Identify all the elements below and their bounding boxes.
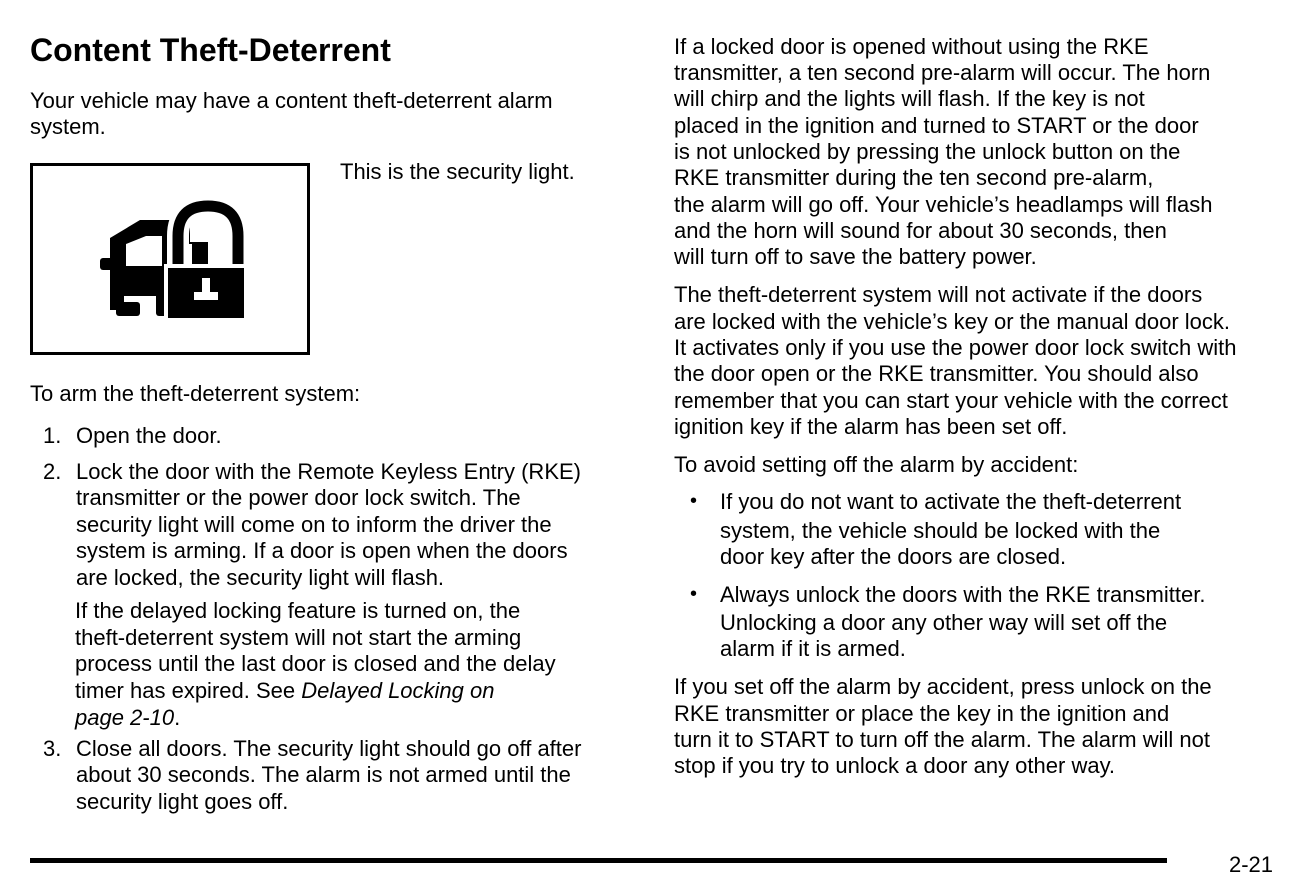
bullet-line: alarm if it is armed. <box>720 636 906 661</box>
bullet-line: If you do not want to activate the theft-deterrent <box>720 489 1182 514</box>
step-2-line: system is arming. If a door is open when the doors <box>76 538 568 563</box>
step-3-line: about 30 seconds. The alarm is not armed until the <box>76 762 571 787</box>
paragraph-line: The theft-deterrent system will not activate if the doors <box>674 282 1203 307</box>
step-2-note-line: process until the last door is closed and the delay <box>75 651 556 676</box>
avoid-heading: To avoid setting off the alarm by accident: <box>674 452 1079 477</box>
bullet-icon: • <box>690 583 698 605</box>
step-2-line: Lock the door with the Remote Keyless Entry (RKE) <box>76 459 581 484</box>
step-2-note-line <box>75 678 494 704</box>
paragraph-line: the alarm will go off. Your vehicle’s headlamps will flash <box>674 192 1213 217</box>
step-3-line: Close all doors. The security light should go off after <box>76 736 582 761</box>
step-2-note-text: timer has expired. See <box>75 678 302 703</box>
step-2-note-end: . <box>174 705 181 730</box>
paragraph-line: placed in the ignition and turned to START or the door <box>674 113 1199 138</box>
paragraph-line: If you set off the alarm by accident, press unlock on the <box>674 674 1212 699</box>
paragraph-line: is not unlocked by pressing the unlock button on the <box>674 139 1181 164</box>
step-number: 2. <box>43 459 62 484</box>
paragraph-line: RKE transmitter or place the key in the ignition and <box>674 701 1170 726</box>
bullet-line: Always unlock the doors with the RKE transmitter. <box>720 582 1206 607</box>
paragraph-line: will chirp and the lights will flash. If the key is not <box>674 86 1145 111</box>
delayed-locking-page-reference[interactable]: page 2-10 <box>75 705 175 730</box>
step-1-line: Open the door. <box>76 423 222 448</box>
step-2-note-line: If the delayed locking feature is turned on, the <box>75 598 521 623</box>
paragraph-line: If a locked door is opened without using the RKE <box>674 34 1149 59</box>
paragraph-line: remember that you can start your vehicle with the correct <box>674 388 1228 413</box>
security-light-caption: This is the security light. <box>340 159 575 184</box>
intro-line-1: Your vehicle may have a content theft-deterrent alarm <box>30 88 553 113</box>
paragraph-line: ignition key if the alarm has been set off. <box>674 414 1068 439</box>
delayed-locking-reference[interactable]: Delayed Locking on <box>301 678 495 703</box>
security-light-figure <box>30 163 310 355</box>
step-number: 3. <box>43 736 62 761</box>
paragraph-line: stop if you try to unlock a door any other way. <box>674 753 1116 778</box>
paragraph-line: the door open or the RKE transmitter. You should also <box>674 361 1199 386</box>
paragraph-line: turn it to START to turn off the alarm. The alarm will not <box>674 727 1210 752</box>
arm-heading: To arm the theft-deterrent system: <box>30 381 361 406</box>
step-2-note-line: theft-deterrent system will not start the arming <box>75 625 522 650</box>
step-2-note-line <box>75 705 180 731</box>
bullet-line: door key after the doors are closed. <box>720 544 1067 569</box>
paragraph-line: RKE transmitter during the ten second pre-alarm, <box>674 165 1154 190</box>
step-3-line: security light goes off. <box>76 789 289 814</box>
bullet-line: Unlocking a door any other way will set off the <box>720 610 1168 635</box>
security-light-icon <box>98 198 248 323</box>
bullet-icon: • <box>690 490 698 512</box>
step-2-line: security light will come on to inform the driver the <box>76 512 552 537</box>
section-title: Content Theft-Deterrent <box>30 32 391 68</box>
paragraph-line: transmitter, a ten second pre-alarm will occur. The horn <box>674 60 1211 85</box>
step-number: 1. <box>43 423 62 448</box>
footer-rule <box>30 858 1167 863</box>
page-number: 2-21 <box>1229 852 1274 877</box>
paragraph-line: It activates only if you use the power door lock switch with <box>674 335 1237 360</box>
bullet-line: system, the vehicle should be locked with the <box>720 518 1161 543</box>
step-2-line: are locked, the security light will flash. <box>76 565 445 590</box>
intro-line-2: system. <box>30 114 106 139</box>
paragraph-line: are locked with the vehicle’s key or the manual door lock. <box>674 309 1230 334</box>
paragraph-line: will turn off to save the battery power. <box>674 244 1037 269</box>
paragraph-line: and the horn will sound for about 30 seconds, then <box>674 218 1167 243</box>
step-2-line: transmitter or the power door lock switch. The <box>76 485 521 510</box>
